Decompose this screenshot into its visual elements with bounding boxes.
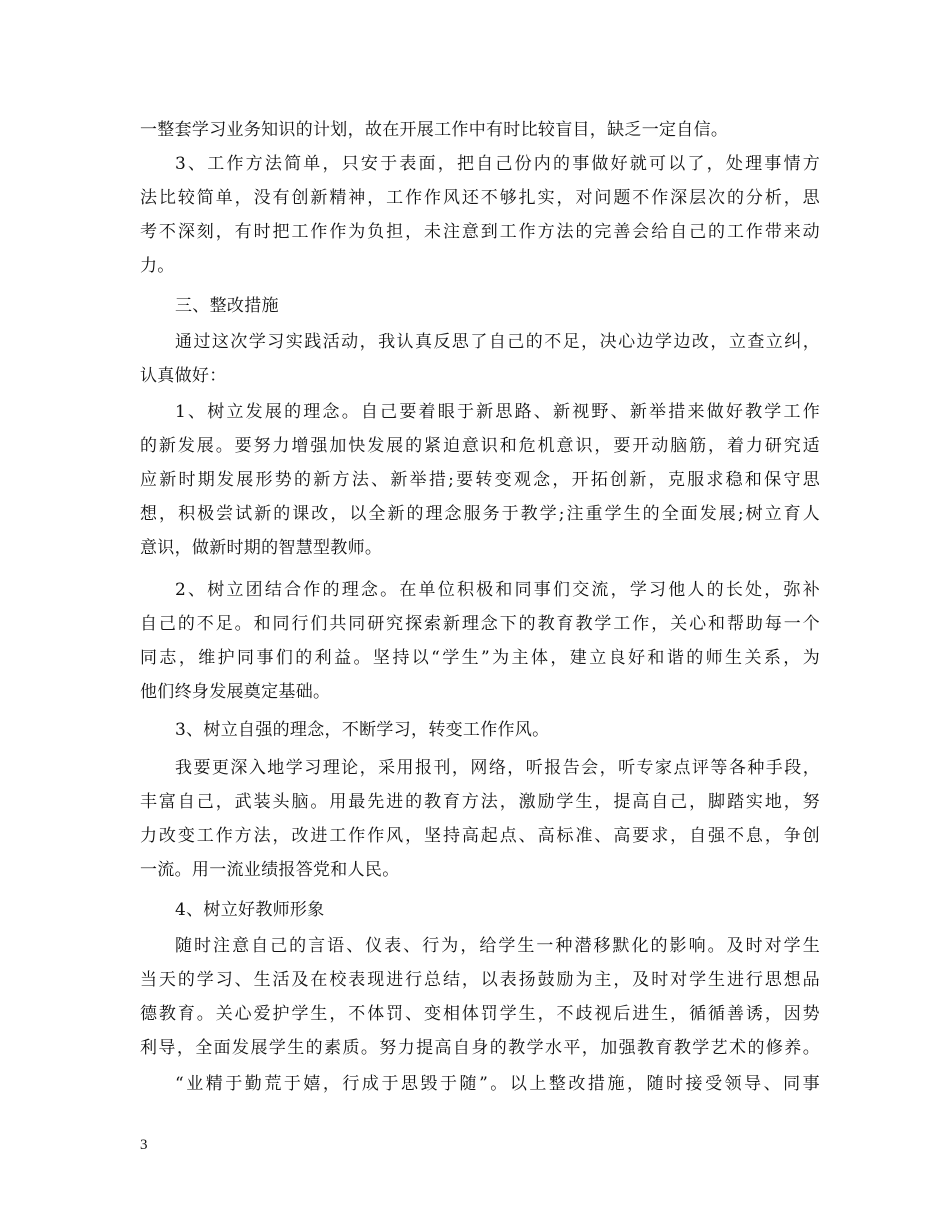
text-line: 自己的不足。和同行们共同研究探索新理念下的教育教学工作，关心和帮助每一个 xyxy=(140,614,820,634)
text-line: 意识，做新时期的智慧型教师。 xyxy=(140,538,383,558)
text-line: 3、工作方法简单，只安于表面，把自己份内的事做好就可以了，处理事情方 xyxy=(175,154,820,174)
text-line: 认真做好： xyxy=(140,366,227,386)
text-line: 的新发展。要努力增强加快发展的紧迫意识和危机意识，要开动脑筋，着力研究适 xyxy=(140,436,820,456)
text-line: 2、树立团结合作的理念。在单位积极和同事们交流，学习他人的长处，弥补 xyxy=(175,580,820,600)
page-number: 3 xyxy=(140,1137,148,1153)
text-line: 力。 xyxy=(140,256,175,276)
section-heading: 三、整改措施 xyxy=(175,296,279,316)
text-line: 随时注意自己的言语、仪表、行为，给学生一种潜移默化的影响。及时对学生 xyxy=(175,936,820,956)
text-line: 一整套学习业务知识的计划，故在开展工作中有时比较盲目，缺乏一定自信。 xyxy=(140,120,729,140)
text-line: 通过这次学习实践活动，我认真反思了自己的不足，决心边学边改，立查立纠， xyxy=(175,332,820,352)
text-line: 1、树立发展的理念。自己要着眼于新思路、新视野、新举措来做好教学工作 xyxy=(175,402,820,422)
text-line: 考不深刻，有时把工作作为负担，未注意到工作方法的完善会给自己的工作带来动 xyxy=(140,222,820,242)
text-line: 当天的学习、生活及在校表现进行总结，以表扬鼓励为主，及时对学生进行思想品 xyxy=(140,970,820,990)
text-line: 应新时期发展形势的新方法、新举措;要转变观念，开拓创新，克服求稳和保守思 xyxy=(140,470,820,490)
text-line: “业精于勤荒于嬉，行成于思毁于随”。以上整改措施，随时接受领导、同事 xyxy=(175,1074,820,1094)
text-line: 想，积极尝试新的课改，以全新的理念服务于教学;注重学生的全面发展;树立育人 xyxy=(140,504,820,524)
text-line: 3、树立自强的理念，不断学习，转变工作作风。 xyxy=(175,720,550,740)
text-line: 力改变工作方法，改进工作作风，坚持高起点、高标准、高要求，自强不息，争创 xyxy=(140,826,820,846)
text-line: 同志，维护同事们的利益。坚持以“学生”为主体，建立良好和谐的师生关系，为 xyxy=(140,648,820,668)
text-line: 一流。用一流业绩报答党和人民。 xyxy=(140,860,400,880)
text-line: 他们终身发展奠定基础。 xyxy=(140,682,331,702)
text-line: 利导，全面发展学生的素质。努力提高自身的教学水平，加强教育教学艺术的修养。 xyxy=(140,1038,820,1058)
text-line: 丰富自己，武装头脑。用最先进的教育方法，激励学生，提高自己，脚踏实地，努 xyxy=(140,792,820,812)
text-line: 法比较简单，没有创新精神，工作作风还不够扎实，对问题不作深层次的分析，思 xyxy=(140,188,820,208)
text-line: 4、树立好教师形象 xyxy=(175,900,325,920)
text-line: 德教育。关心爱护学生，不体罚、变相体罚学生，不歧视后进生，循循善诱，因势 xyxy=(140,1004,820,1024)
text-line: 我要更深入地学习理论，采用报刊，网络，听报告会，听专家点评等各种手段， xyxy=(175,758,820,778)
